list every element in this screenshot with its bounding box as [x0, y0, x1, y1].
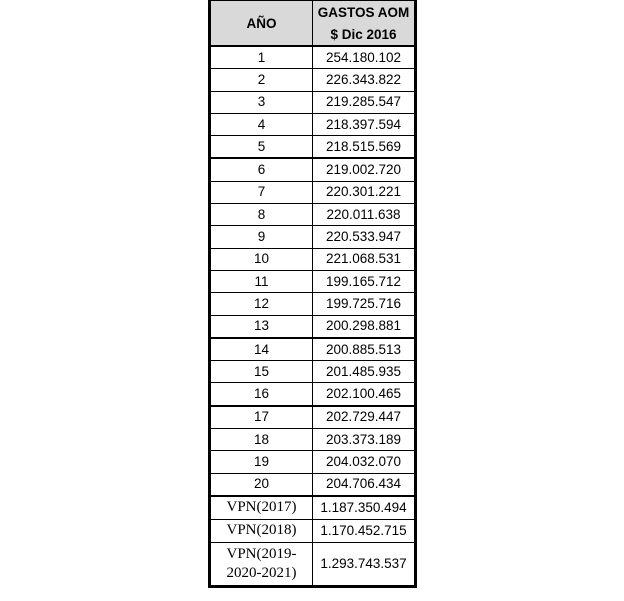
year-cell: 20: [211, 473, 313, 496]
table-row: [211, 181, 415, 203]
year-rows: [211, 46, 415, 496]
table-row: [211, 451, 415, 473]
year-cell: 4: [211, 113, 313, 135]
year-cell: 8: [211, 204, 313, 226]
year-cell: 18: [211, 429, 313, 451]
cost-cell: 218.397.594: [313, 113, 415, 135]
year-cell: 10: [211, 248, 313, 270]
table-row: [211, 113, 415, 135]
table-row: [211, 226, 415, 248]
table-header: [211, 1, 415, 47]
vpn-value: 1.187.350.494: [313, 496, 415, 520]
year-cell: 1: [211, 46, 313, 69]
table-row: [211, 91, 415, 113]
year-cell: 6: [211, 158, 313, 181]
cost-cell: 202.729.447: [313, 406, 415, 429]
vpn-label: VPN(2018): [211, 519, 313, 542]
table-row: [211, 270, 415, 292]
vpn-value: 1.170.452.715: [313, 519, 415, 542]
table-row: [211, 136, 415, 159]
year-cell: 12: [211, 293, 313, 315]
year-cell: 9: [211, 226, 313, 248]
vpn-rows: [211, 496, 415, 586]
vpn-label-line2: 2020-2021): [226, 564, 297, 581]
table-row: [211, 293, 415, 315]
vpn-value: 1.293.743.537: [313, 542, 415, 585]
cost-cell: 219.285.547: [313, 91, 415, 113]
year-cell: 14: [211, 338, 313, 361]
table-row: [211, 315, 415, 338]
cost-cell: 219.002.720: [313, 158, 415, 181]
vpn-row: [211, 496, 415, 520]
cost-cell: 200.298.881: [313, 315, 415, 338]
cost-cell: 221.068.531: [313, 248, 415, 270]
table-row: [211, 158, 415, 181]
cost-cell: 203.373.189: [313, 429, 415, 451]
year-cell: 3: [211, 91, 313, 113]
cost-cell: 200.885.513: [313, 338, 415, 361]
vpn-row: [211, 519, 415, 542]
cost-cell: 226.343.822: [313, 69, 415, 91]
year-cell: 16: [211, 383, 313, 406]
table-row: [211, 383, 415, 406]
header-cost-currency: $ Dic 2016: [313, 23, 415, 46]
header-year: AÑO: [211, 1, 313, 47]
vpn-label-line1: VPN(2019-: [226, 545, 297, 562]
table-row: [211, 429, 415, 451]
header-cost-title: GASTOS AOM: [313, 1, 415, 24]
table-row: [211, 361, 415, 383]
cost-cell: 254.180.102: [313, 46, 415, 69]
year-cell: 2: [211, 69, 313, 91]
year-cell: 7: [211, 181, 313, 203]
table-row: [211, 406, 415, 429]
table-row: [211, 204, 415, 226]
vpn-label-multiline: [211, 542, 313, 585]
cost-cell: 199.165.712: [313, 270, 415, 292]
table-row: [211, 248, 415, 270]
year-cell: 11: [211, 270, 313, 292]
cost-cell: 199.725.716: [313, 293, 415, 315]
cost-cell: 201.485.935: [313, 361, 415, 383]
cost-cell: 218.515.569: [313, 136, 415, 159]
cost-cell: 202.100.465: [313, 383, 415, 406]
table-row: [211, 69, 415, 91]
table-row: [211, 338, 415, 361]
year-cell: 15: [211, 361, 313, 383]
aom-cost-table-container: [208, 0, 417, 588]
year-cell: 5: [211, 136, 313, 159]
table-frame: [208, 0, 417, 588]
vpn-label: VPN(2017): [211, 496, 313, 520]
cost-cell: 204.032.070: [313, 451, 415, 473]
table-row: [211, 473, 415, 496]
vpn-row: [211, 542, 415, 585]
cost-cell: 204.706.434: [313, 473, 415, 496]
cost-cell: 220.301.221: [313, 181, 415, 203]
cost-cell: 220.011.638: [313, 204, 415, 226]
year-cell: 17: [211, 406, 313, 429]
year-cell: 13: [211, 315, 313, 338]
cost-cell: 220.533.947: [313, 226, 415, 248]
table-row: [211, 46, 415, 69]
year-cell: 19: [211, 451, 313, 473]
aom-cost-table: [210, 0, 415, 586]
